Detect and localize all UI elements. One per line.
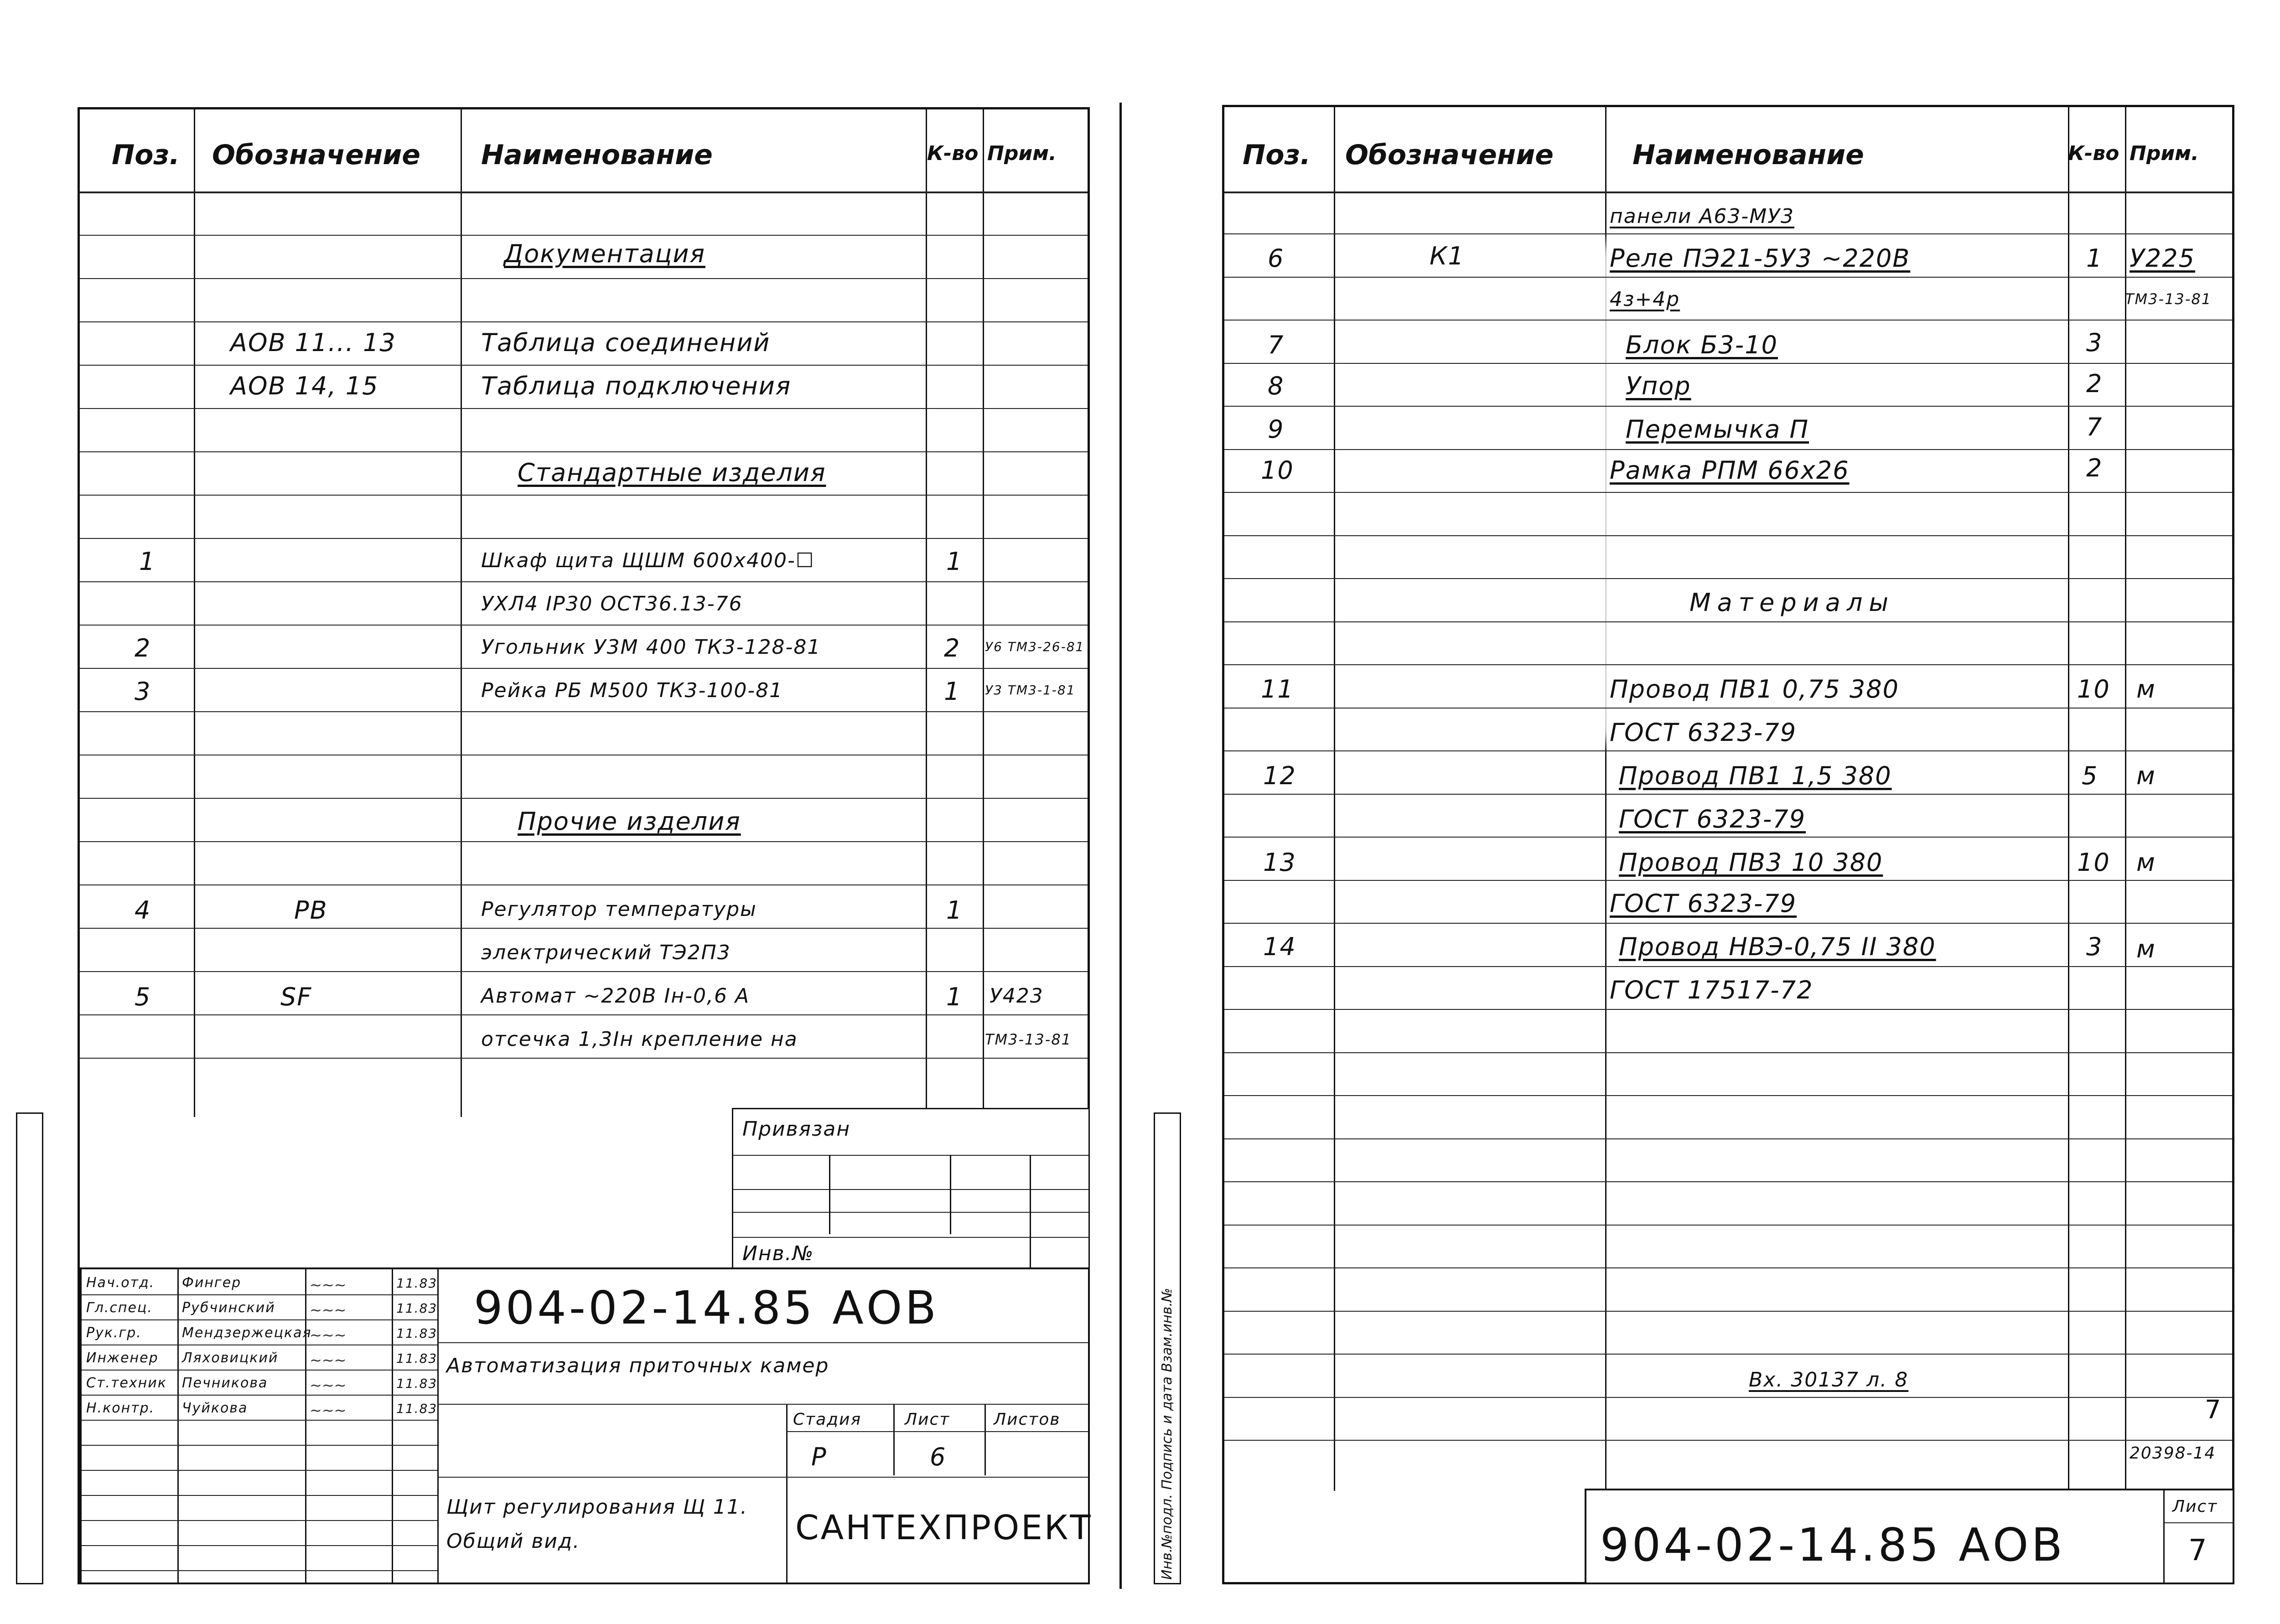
table-row-line [1224,406,2232,407]
left-row-heading-documentation: Документация [504,239,705,268]
table-row-line [1224,320,2232,321]
right-row-note: У225 [2130,244,2195,273]
left-row-name: Рейка РБ М500 ТК3-100-81 [481,679,783,702]
table-row-line [80,971,1088,972]
staff-line [82,1294,437,1295]
left-row-name: Шкаф щита ЩШМ 600х400-☐ [481,549,815,572]
table-row-line [1224,837,2232,838]
right-row-name: Рамка РПМ 66х26 [1610,456,1850,485]
rtb-vline [2163,1490,2165,1583]
staff-date: 11.83 [396,1301,438,1316]
table-row-line [1224,1138,2232,1139]
table-row-line [1224,1311,2232,1312]
table-row-line [1224,1397,2232,1398]
left-header-name: Наименование [481,139,713,171]
staff-line [82,1495,437,1496]
left-row-name: Таблица подключения [481,372,792,400]
staff-role: Рук.гр. [86,1325,142,1341]
staff-role: Ст.техник [86,1375,167,1391]
right-row-name: панели А63-МУ3 [1610,205,1795,228]
privyazan-line [733,1155,1088,1156]
right-header-note: Прим. [2130,142,2199,165]
privyazan-vline [950,1155,951,1234]
right-row-qty: 1 [2086,244,2103,273]
staff-date: 11.83 [396,1326,438,1341]
staff-line [82,1520,437,1521]
right-row-qty: 10 [2077,848,2110,877]
right-side-strip-label: Инв.№подл. Подпись и дата Взам.инв.№ [1159,1288,1175,1580]
left-row-qty: 2 [944,634,961,662]
rtb-line [2163,1522,2233,1523]
right-row-name: Провод ПВ1 1,5 380 [1619,761,1892,790]
right-row-qty: 10 [2077,675,2110,703]
staff-date: 11.83 [396,1376,438,1391]
staff-signature: ~~~ [310,1402,347,1419]
left-row-name: Угольник У3М 400 ТК3-128-81 [481,636,821,659]
right-row-qty: 5 [2082,761,2099,790]
inv-label: Инв.№ [742,1242,814,1265]
staff-role: Н.контр. [86,1400,155,1416]
table-row-line [80,711,1088,712]
staff-signature: ~~~ [310,1301,347,1319]
right-row-heading-materials: Материалы [1689,588,1895,617]
tb-line [437,1404,1088,1405]
right-row-name: ГОСТ 17517-72 [1610,976,1814,1004]
staff-line [82,1470,437,1471]
sheet-value: 6 [930,1443,947,1471]
staff-signature: ~~~ [310,1351,347,1369]
left-row-name: отсечка 1,3Iн крепление на [481,1028,798,1051]
privyazan-block [732,1108,1090,1270]
drawing-title-1: Щит регулирования Щ 11. [446,1495,748,1519]
tb-line [786,1477,1088,1478]
staff-name: Печникова [182,1375,268,1391]
left-row-pos: 1 [139,547,156,576]
right-row-qty: 3 [2086,328,2103,357]
left-row-note: У423 [990,984,1044,1008]
table-row-line [1224,1052,2232,1053]
staff-line [82,1395,437,1396]
table-row-line [1224,621,2232,622]
staff-role: Инженер [86,1350,159,1366]
right-row-name: ГОСТ 6323-79 [1610,718,1797,747]
left-header-pos: Поз. [112,139,180,171]
table-row-line [80,321,1088,322]
tb-vline [437,1269,439,1583]
tb-vline [305,1269,306,1583]
tb-line [437,1342,1088,1343]
table-row-line [80,451,1088,452]
table-row-line [1224,1095,2232,1096]
doc-code-left: 904-02-14.85 АОВ [474,1281,939,1334]
table-row-line [1224,363,2232,364]
left-col-divider-qty [983,109,984,1117]
right-row-qty: 7 [2086,413,2103,441]
right-row-name: Провод ПВ1 0,75 380 [1610,675,1899,703]
sheets-label: Листов [994,1410,1061,1429]
left-row-name: УХЛ4 IP30 ОСТ36.13-76 [481,592,743,615]
right-row-name: Провод НВЭ-0,75 II 380 [1619,932,1936,961]
left-col-divider-pos [194,109,195,1117]
right-row-name: 4з+4р [1610,288,1680,311]
left-row-note: ТМ3-13-81 [985,1031,1072,1048]
staff-date: 11.83 [396,1401,438,1416]
table-row-line [80,235,1088,236]
privyazan-vline [829,1155,830,1234]
table-row-line [80,884,1088,885]
privyazan-line [733,1189,1088,1190]
left-header-note: Прим. [987,142,1057,165]
left-row-code: SF [280,983,312,1011]
sheet-label: Лист [905,1410,950,1429]
table-row-line [1224,1440,2232,1441]
table-row-line [1224,1009,2232,1010]
left-row-qty: 1 [946,547,963,576]
incoming-note: Вх. 30137 л. 8 [1749,1368,1909,1391]
left-row-pos: 3 [135,677,151,706]
right-col-divider-pos [1334,107,1335,1491]
staff-line [82,1319,437,1320]
right-col-divider-name [2068,107,2069,1491]
left-side-strip [16,1112,43,1584]
left-row-code: АОВ 14, 15 [230,372,379,400]
left-row-name: Автомат ~220В Iн-0,6 А [481,984,750,1008]
right-col-divider-qty [2125,107,2126,1491]
table-row-line [80,538,1088,539]
table-row-line [80,278,1088,279]
table-row-line [80,1014,1088,1015]
left-row-pos: 2 [135,634,151,662]
left-row-name: электрический ТЭ2П3 [481,941,731,964]
table-row-line [80,365,1088,366]
table-row-line [80,625,1088,626]
right-row-qty: 2 [2086,454,2103,482]
staff-name: Ляховицкий [182,1350,279,1366]
privyazan-line [733,1237,1088,1238]
right-header-code: Обозначение [1345,139,1554,171]
staff-line [82,1370,437,1371]
staff-date: 11.83 [396,1276,438,1291]
table-row-line [80,408,1088,409]
right-row-pos: 14 [1263,932,1296,961]
staff-line [82,1545,437,1546]
sheet-divider [1119,103,1122,1589]
staff-line [82,1420,437,1421]
project-title: Автоматизация приточных камер [446,1354,829,1377]
tb-vline [893,1404,895,1475]
left-row-note: У3 ТМ3-1-81 [985,683,1076,698]
right-sheet-value: 7 [2188,1534,2207,1567]
tb-vline [392,1269,393,1583]
table-row-line [80,1058,1088,1059]
left-row-qty: 1 [946,896,963,925]
table-row-line [80,928,1088,929]
right-col-divider-code [1605,107,1606,1491]
staff-name: Мендзержецкая [182,1325,312,1341]
left-row-pos: 5 [135,983,151,1011]
right-row-qty: 3 [2086,932,2103,961]
right-row-name: Блок Б3-10 [1626,331,1778,359]
right-header-line [1224,191,2232,193]
table-row-line [1224,233,2232,234]
left-row-heading-other: Прочие изделия [518,807,741,836]
right-row-pos: 12 [1263,761,1296,790]
table-row-line [1224,449,2232,450]
right-row-name: ГОСТ 6323-79 [1610,889,1797,918]
right-sheet-label: Лист [2172,1497,2218,1516]
table-row-line [1224,277,2232,278]
left-header-qty: К-во [927,142,979,165]
right-row-pos: 9 [1268,415,1285,444]
table-row-line [1224,1267,2232,1268]
right-row-name: Упор [1626,372,1691,400]
table-row-line [80,668,1088,669]
right-row-pos: 6 [1268,244,1285,273]
right-header-name: Наименование [1632,139,1864,171]
left-row-note: У6 ТМ3-26-81 [985,639,1085,654]
doc-code-right: 904-02-14.85 АОВ [1600,1518,2066,1572]
staff-name: Рубчинский [182,1300,275,1316]
right-row-note: м [2136,675,2156,703]
right-row-code: К1 [1430,242,1465,270]
table-row-line [1224,1181,2232,1182]
privyazan-label: Привязан [742,1117,851,1141]
right-row-name: Реле ПЭ21-5У3 ~220В [1610,244,1911,273]
table-row-line [1224,535,2232,536]
stage-label: Стадия [793,1410,862,1429]
table-row-line [1224,1225,2232,1226]
corner-number: 7 [2205,1395,2221,1425]
table-row-line [1224,750,2232,751]
right-row-note: ТМ3-13-81 [2125,290,2212,308]
right-title-block [1585,1489,2234,1584]
table-row-line [1224,708,2232,709]
right-row-name: ГОСТ 6323-79 [1619,805,1806,833]
tb-vline [786,1404,788,1583]
stage-value: Р [811,1443,827,1471]
left-row-code: РВ [294,896,328,925]
right-row-pos: 10 [1261,456,1294,485]
table-row-line [1224,880,2232,881]
staff-date: 11.83 [396,1351,438,1366]
right-row-note: м [2136,848,2156,877]
left-row-qty: 1 [946,983,963,1011]
archive-number: 20398-14 [2130,1444,2216,1463]
right-row-qty: 2 [2086,369,2103,398]
right-sheet [1222,105,2234,1584]
table-row-line [1224,923,2232,924]
right-row-name: Провод ПВ3 10 380 [1619,848,1883,877]
right-row-note: м [2136,761,2156,790]
left-row-name: Регулятор температуры [481,898,757,921]
right-row-pos: 8 [1268,372,1285,400]
staff-line [82,1445,437,1446]
table-row-line [1224,1354,2232,1355]
table-row-line [1224,794,2232,795]
left-header-code: Обозначение [212,139,421,171]
right-header-pos: Поз. [1243,139,1311,171]
right-row-pos: 11 [1261,675,1294,703]
privyazan-line [733,1212,1088,1213]
left-header-line [80,191,1088,193]
right-row-note: м [2136,935,2156,963]
table-row-line [80,798,1088,799]
drawing-title-2: Общий вид. [446,1530,580,1553]
staff-role: Гл.спец. [86,1300,153,1316]
right-row-pos: 7 [1268,331,1285,359]
left-row-pos: 4 [135,896,151,925]
right-header-qty: К-во [2068,142,2119,165]
left-col-divider-name [926,109,927,1117]
left-sheet [78,107,1093,1584]
table-row-line [1224,492,2232,493]
tb-line [786,1431,1088,1432]
staff-signature: ~~~ [310,1326,347,1344]
table-row-line [1224,966,2232,967]
org-name: САНТЕХПРОЕКТ [795,1508,1093,1547]
staff-signature: ~~~ [310,1276,347,1293]
left-row-qty: 1 [944,677,961,706]
table-row-line [80,841,1088,842]
tb-vline [177,1269,179,1583]
left-row-code: АОВ 11... 13 [230,328,396,357]
left-row-heading-standard: Стандартные изделия [518,458,826,487]
title-block [80,1267,1093,1584]
staff-name: Фингер [182,1275,242,1291]
staff-line [82,1570,437,1571]
staff-name: Чуйкова [182,1400,248,1416]
privyazan-vline [1030,1155,1031,1268]
table-row-line [80,495,1088,496]
table-row-line [1224,664,2232,665]
left-col-divider-code [461,109,462,1117]
table-row-line [80,581,1088,582]
right-row-name: Перемычка П [1626,415,1809,444]
staff-role: Нач.отд. [86,1275,155,1291]
table-row-line [1224,578,2232,579]
staff-signature: ~~~ [310,1376,347,1394]
right-row-pos: 13 [1263,848,1296,877]
left-row-name: Таблица соединений [481,328,771,357]
tb-vline [985,1404,986,1475]
